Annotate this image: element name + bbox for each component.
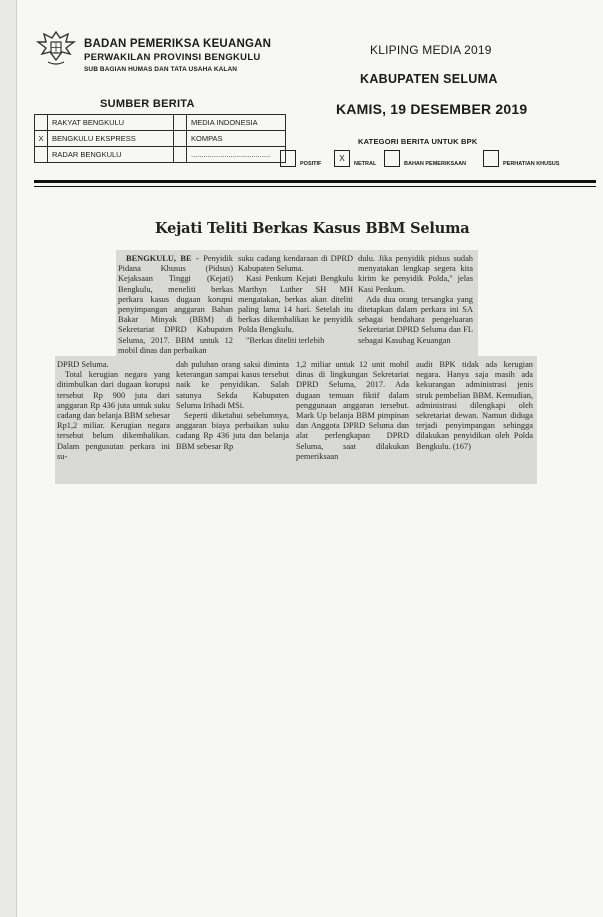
source-mark xyxy=(35,147,48,163)
org-branch: PERWAKILAN PROVINSI BENGKULU xyxy=(84,52,261,63)
source-mark: X xyxy=(35,131,48,147)
source-row xyxy=(35,147,286,163)
clipping-date: KAMIS, 19 DESEMBER 2019 xyxy=(336,101,528,117)
kategori-khusus xyxy=(483,150,559,167)
positif-checkbox xyxy=(280,150,296,167)
article-column-7 xyxy=(416,360,533,452)
article-paragraph: Seperti diketahui sebelumnya, anggaran biaya perbaikan suku cadang Rp 436 juta dan belanja BBM sebesar Rp xyxy=(176,411,289,451)
khusus-checkbox xyxy=(483,150,499,167)
kategori-positif xyxy=(280,150,321,167)
netral-label: NETRAL xyxy=(354,161,377,167)
article-paragraph: Ada dua orang tersangka yang ditetapkan dalam perkara ini SA sebagai bendahara pengeluaran Sekretariat DPRD Seluma dan FL sebagai Kasubag Keuangan xyxy=(358,294,473,345)
source-name: RADAR BENGKULU xyxy=(48,147,174,163)
source-table xyxy=(34,114,286,163)
article-paragraph: "Berkas diteliti terlebih xyxy=(246,335,325,345)
bahan-checkbox xyxy=(384,150,400,167)
article-column-3 xyxy=(358,254,473,346)
article-paragraph: suku cadang kendaraan di DPRD Kabupaten Seluma. xyxy=(238,254,353,274)
article-dateline: BENGKULU, BE - xyxy=(126,254,204,263)
scan-edge-line xyxy=(16,0,17,917)
article-column-6 xyxy=(296,360,409,462)
scan-left-margin xyxy=(0,0,16,917)
kategori-title: KATEGORI BERITA UNTUK BPK xyxy=(358,137,478,146)
org-name: BADAN PEMERIKSA KEUANGAN xyxy=(84,38,272,50)
source-name: ...................................... xyxy=(187,147,286,163)
article-paragraph: Total kerugian negara yang ditimbulkan dari dugaan korupsi tersebut Rp 900 juta dari anggaran Rp 436 juta untuk suku cadang dan belanja BBM sebesar Rp1,2 miliar. Kerugian negara tersebut belum dikembalikan. Dalam pengusutan perkara ini su- xyxy=(57,370,170,461)
source-mark xyxy=(35,115,48,131)
article-paragraph: audit BPK tidak ada kerugian negara. Hanya saja masih ada kekurangan administrasi jenis struk pembelian BBM. Kemudian, administrasi dilengkapi oleh sekretariat dewan. Namun diduga terjadi penyimpangan sehingga dilakukan penyidikan oleh Polda Bengkulu. (167) xyxy=(416,360,533,451)
garuda-emblem-logo xyxy=(34,26,78,70)
source-row xyxy=(35,115,286,131)
kliping-title: KLIPING MEDIA 2019 xyxy=(370,43,492,57)
source-name: MEDIA INDONESIA xyxy=(187,115,286,131)
article-column-5 xyxy=(176,360,289,452)
kategori-netral xyxy=(334,150,376,167)
article-paragraph: 1,2 miliar untuk 12 unit mobil dinas di lingkungan Sekretariat DPRD Seluma, 2017. Ada dugaan temuan fiktif dalam penggunaan anggaran tersebut. Mark Up belanja BBM pimpinan dan Anggota DPRD Seluma dan alat perlengkapan DPRD Seluma, saat dilakukan pemeriksaan xyxy=(296,360,409,461)
article-column-1 xyxy=(118,254,233,356)
source-name: KOMPAS xyxy=(187,131,286,147)
kategori-bahan xyxy=(384,150,466,167)
article-paragraph: Kasi Penkum Kejati Bengkulu Marthyn Luther SH MH mengatakan, berkas akan diteliti paling lama 14 hari. Setelah itu berkas dikembalikan ke penyidik Polda Bengkulu. xyxy=(238,274,353,335)
source-name: RAKYAT BENGKULU xyxy=(48,115,174,131)
org-subdivision: SUB BAGIAN HUMAS DAN TATA USAHA KALAN xyxy=(84,66,238,73)
netral-checkbox: X xyxy=(334,150,350,167)
khusus-label: PERHATIAN KHUSUS xyxy=(503,161,560,167)
source-name: BENGKULU EKSPRESS xyxy=(48,131,174,147)
article-paragraph: dulu. Jika penyidik pidsus sudah menyatakan lengkap segera kita kirim ke penyidik Polda," jelas Kasi Penkum. xyxy=(358,254,473,294)
kabupaten-title: KABUPATEN SELUMA xyxy=(360,72,498,86)
article-column-2 xyxy=(238,254,353,346)
article-column-4 xyxy=(57,360,170,462)
article-headline: Kejati Teliti Berkas Kasus BBM Seluma xyxy=(155,220,470,237)
bahan-label: BAHAN PEMERIKSAAN xyxy=(404,161,467,167)
positif-label: POSITIF xyxy=(300,161,322,167)
article-paragraph: BENGKULU, BE - Penyidik Pidana Khusus (Pidsus) Kejaksaan Tinggi (Kejati) Bengkulu, meneliti berkas perkara kasus dugaan korupsi penyimpangan anggaran Bahan Bakar Minyak (BBM) di Sekretariat DPRD Kabupaten Seluma, 2017. BBM untuk 12 mobil dinas dan perbaikan xyxy=(118,254,233,355)
sumber-berita-title: SUMBER BERITA xyxy=(100,98,195,110)
source-row xyxy=(35,131,286,147)
header-rule-thick xyxy=(34,180,596,183)
article-paragraph: DPRD Seluma. xyxy=(57,360,109,369)
header-rule-thin xyxy=(34,186,596,187)
article-paragraph: dah puluhan orang saksi diminta keterangan sampai kasus tersebut naik ke penyidikan. Salah satunya Sekda Kabupaten Seluma Irihadi MSi. xyxy=(176,360,289,410)
